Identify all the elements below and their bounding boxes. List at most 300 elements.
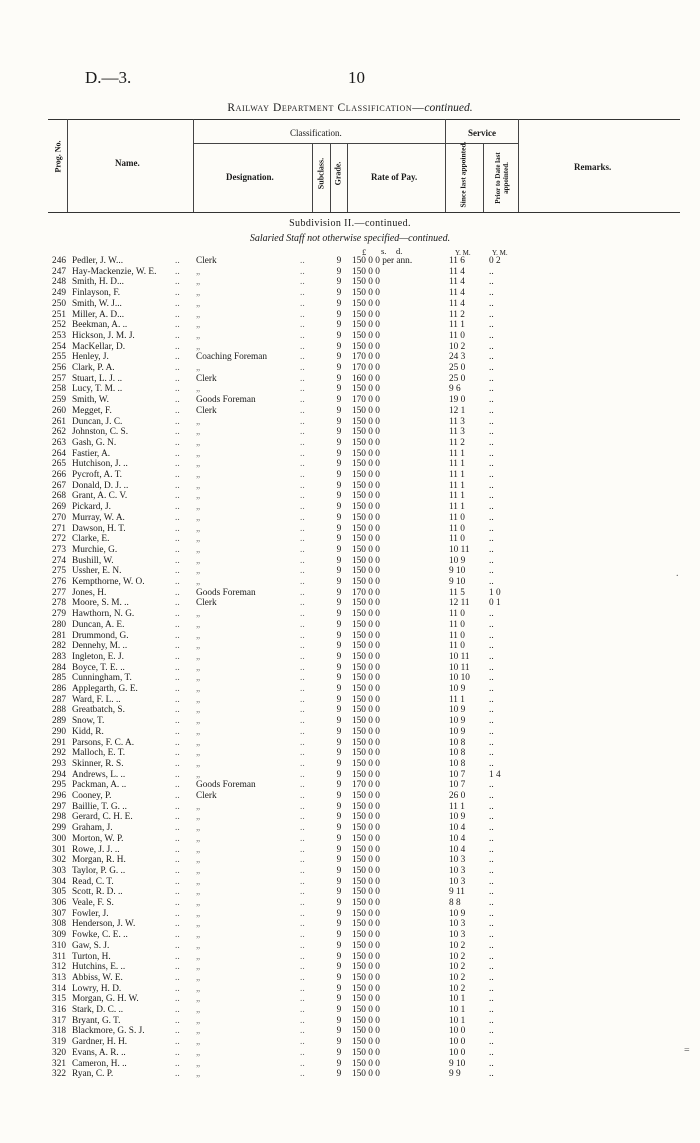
prog-no: 262 xyxy=(52,427,66,438)
staff-name: Gardner, H. H. xyxy=(72,1037,128,1048)
leader-dots: .. xyxy=(175,833,180,844)
rate-of-pay: 150 0 0 xyxy=(352,748,380,759)
grade: 9 xyxy=(336,363,342,373)
grade: 9 xyxy=(336,587,342,598)
grade: 9 xyxy=(336,855,342,866)
prog-no: 285 xyxy=(52,673,66,684)
section-subtitle: Salaried Staff not otherwise specified—continued. xyxy=(249,233,451,244)
rate-of-pay: 150 0 0 xyxy=(352,737,380,748)
service-prior: .. xyxy=(489,320,494,331)
prog-no: 259 xyxy=(52,395,66,406)
leader-dots: .. xyxy=(175,726,180,737)
prog-no: 308 xyxy=(52,919,66,930)
designation: „ xyxy=(196,769,201,780)
service-prior: .. xyxy=(489,641,494,652)
table-row xyxy=(0,267,700,278)
table-row xyxy=(0,406,700,417)
rate-of-pay: 150 0 0 xyxy=(352,919,380,930)
service-prior: .. xyxy=(489,962,494,973)
table-row xyxy=(0,320,700,331)
rate-of-pay: 150 0 0 xyxy=(352,459,380,470)
staff-name: Henderson, J. W. xyxy=(72,919,136,930)
leader-dots: .. xyxy=(175,309,180,320)
grade: 9 xyxy=(336,277,342,288)
leader-dots: .. xyxy=(300,298,305,309)
grade: 9 xyxy=(336,405,342,416)
designation: Clerk xyxy=(196,405,217,416)
grade: 9 xyxy=(336,823,342,834)
designation: „ xyxy=(196,1047,201,1058)
rate-of-pay: 150 0 0 xyxy=(352,898,380,908)
leader-dots: .. xyxy=(300,256,305,266)
leader-dots: .. xyxy=(175,908,180,919)
grade: 9 xyxy=(336,758,342,769)
grade: 9 xyxy=(336,491,342,502)
leader-dots: .. xyxy=(300,609,305,620)
service-since-last: 10 2 xyxy=(449,983,466,994)
designation: „ xyxy=(196,673,201,684)
designation: „ xyxy=(196,716,201,727)
leader-dots: .. xyxy=(300,737,305,748)
leader-dots: .. xyxy=(300,1005,305,1015)
table-row xyxy=(0,695,700,706)
table-row xyxy=(0,395,700,406)
table-row xyxy=(0,791,700,802)
staff-name: Gash, G. N. xyxy=(72,437,117,448)
designation: „ xyxy=(196,876,201,887)
leader-dots: .. xyxy=(175,1047,180,1058)
staff-name: Murchie, G. xyxy=(72,544,118,555)
service-prior: .. xyxy=(489,427,494,438)
leader-dots: .. xyxy=(175,555,180,566)
designation: „ xyxy=(196,865,201,876)
table-row xyxy=(0,780,700,791)
table-row xyxy=(0,673,700,684)
service-since-last: 10 7 xyxy=(449,769,466,780)
rate-of-pay: 150 0 0 xyxy=(352,940,380,951)
designation: „ xyxy=(196,491,201,502)
designation: „ xyxy=(196,341,201,352)
header-top-rule xyxy=(48,119,680,120)
service-since-last: 11 0 xyxy=(449,630,465,641)
table-row xyxy=(0,887,700,898)
grade: 9 xyxy=(336,641,342,652)
rate-of-pay: 150 0 0 xyxy=(352,716,380,727)
grade: 9 xyxy=(336,887,342,898)
service-since-last: 10 7 xyxy=(449,780,466,791)
prog-no: 316 xyxy=(52,1005,66,1015)
leader-dots: .. xyxy=(300,587,305,598)
service-since-last: 10 11 xyxy=(449,544,470,555)
prog-no: 284 xyxy=(52,662,66,673)
leader-dots: .. xyxy=(300,534,305,545)
rate-of-pay: 150 0 0 xyxy=(352,694,380,705)
service-prior: .. xyxy=(489,758,494,769)
leader-dots: .. xyxy=(175,491,180,502)
rate-of-pay: 150 0 0 xyxy=(352,609,380,620)
staff-name: Bryant, G. T. xyxy=(72,1015,121,1026)
rate-of-pay: 150 0 0 xyxy=(352,598,380,609)
prog-no: 266 xyxy=(52,470,66,480)
designation: „ xyxy=(196,930,201,941)
classification-rule xyxy=(193,143,445,144)
staff-name: Pycroft, A. T. xyxy=(72,470,123,480)
grade: 9 xyxy=(336,940,342,951)
service-prior: .. xyxy=(489,491,494,502)
leader-dots: .. xyxy=(175,523,180,534)
designation: „ xyxy=(196,448,201,459)
table-row xyxy=(0,299,700,310)
service-prior: .. xyxy=(489,833,494,844)
leader-dots: .. xyxy=(175,758,180,769)
grade: 9 xyxy=(336,983,342,994)
service-since-last: 11 6 xyxy=(449,256,465,266)
leader-dots: .. xyxy=(300,651,305,662)
service-since-last: 10 4 xyxy=(449,823,466,834)
rate-of-pay: 150 0 0 xyxy=(352,277,380,288)
staff-name: Ussher, E. N. xyxy=(72,566,122,577)
leader-dots: .. xyxy=(300,395,305,406)
designation: „ xyxy=(196,748,201,759)
title-text: Railway Department Classification— xyxy=(227,102,425,114)
designation: „ xyxy=(196,801,201,812)
prog-no: 258 xyxy=(52,384,66,395)
table-row xyxy=(0,834,700,845)
service-prior: .. xyxy=(489,737,494,748)
rate-of-pay: 150 0 0 xyxy=(352,801,380,812)
service-prior: .. xyxy=(489,544,494,555)
table-row xyxy=(0,556,700,567)
prog-no: 305 xyxy=(52,887,66,898)
designation: „ xyxy=(196,898,201,908)
leader-dots: .. xyxy=(300,919,305,930)
service-since-last: 11 1 xyxy=(449,694,465,705)
prog-no: 254 xyxy=(52,341,66,352)
designation: „ xyxy=(196,972,201,983)
leader-dots: .. xyxy=(175,855,180,866)
service-since-last: 10 8 xyxy=(449,758,466,769)
grade: 9 xyxy=(336,309,342,320)
rate-of-pay: 170 0 0 xyxy=(352,395,380,406)
designation: Clerk xyxy=(196,791,217,801)
prog-no: 253 xyxy=(52,330,66,341)
col-divider xyxy=(445,119,446,212)
table-row xyxy=(0,481,700,492)
prog-no: 264 xyxy=(52,448,66,459)
service-prior: .. xyxy=(489,748,494,759)
leader-dots: .. xyxy=(300,823,305,834)
service-prior: .. xyxy=(489,363,494,373)
prog-no: 297 xyxy=(52,801,66,812)
rate-of-pay: 150 0 0 xyxy=(352,437,380,448)
service-prior: .. xyxy=(489,780,494,791)
staff-name: Morton, W. P. xyxy=(72,833,124,844)
prog-no: 247 xyxy=(52,266,66,277)
prog-no: 309 xyxy=(52,930,66,941)
table-row xyxy=(0,770,700,781)
leader-dots: .. xyxy=(175,395,180,406)
designation: „ xyxy=(196,812,201,823)
rate-of-pay: 170 0 0 xyxy=(352,363,380,373)
leader-dots: .. xyxy=(175,619,180,630)
leader-dots: .. xyxy=(175,962,180,973)
leader-dots: .. xyxy=(175,919,180,930)
prog-no: 256 xyxy=(52,363,66,373)
prog-no: 269 xyxy=(52,502,66,513)
grade: 9 xyxy=(336,437,342,448)
grade: 9 xyxy=(336,512,342,523)
grade: 9 xyxy=(336,1005,342,1015)
staff-name: Snow, T. xyxy=(72,716,105,727)
leader-dots: .. xyxy=(300,951,305,962)
designation: „ xyxy=(196,940,201,951)
grade: 9 xyxy=(336,502,342,513)
leader-dots: .. xyxy=(175,823,180,834)
leader-dots: .. xyxy=(175,587,180,598)
table-row xyxy=(0,855,700,866)
grade: 9 xyxy=(336,748,342,759)
service-since-last: 11 2 xyxy=(449,437,465,448)
prog-no: 283 xyxy=(52,651,66,662)
staff-name: Morgan, R. H. xyxy=(72,855,126,866)
prog-no: 268 xyxy=(52,491,66,502)
service-since-last: 10 2 xyxy=(449,962,466,973)
rate-of-pay: 150 0 0 xyxy=(352,266,380,277)
prog-no: 292 xyxy=(52,748,66,759)
service-since-last: 10 3 xyxy=(449,876,466,887)
service-since-last: 9 10 xyxy=(449,577,466,587)
rate-of-pay: 150 0 0 xyxy=(352,673,380,684)
service-since-last: 10 9 xyxy=(449,812,466,823)
staff-name: Johnston, C. S. xyxy=(72,427,129,438)
service-since-last: 10 2 xyxy=(449,940,466,951)
leader-dots: .. xyxy=(300,459,305,470)
designation: „ xyxy=(196,651,201,662)
table-row xyxy=(0,459,700,470)
service-since-last: 12 1 xyxy=(449,405,466,416)
table-row xyxy=(0,984,700,995)
prog-no: 273 xyxy=(52,544,66,555)
table-row xyxy=(0,877,700,888)
grade: 9 xyxy=(336,341,342,352)
col-divider xyxy=(330,143,331,212)
header-service: Service xyxy=(468,128,496,138)
leader-dots: .. xyxy=(300,544,305,555)
designation: Goods Foreman xyxy=(196,780,256,791)
designation: „ xyxy=(196,887,201,898)
leader-dots: .. xyxy=(300,940,305,951)
grade: 9 xyxy=(336,459,342,470)
designation: „ xyxy=(196,363,201,373)
leader-dots: .. xyxy=(300,502,305,513)
rate-of-pay: 150 0 0 xyxy=(352,1069,380,1080)
grade: 9 xyxy=(336,865,342,876)
service-prior: .. xyxy=(489,887,494,898)
table-row xyxy=(0,310,700,321)
leader-dots: .. xyxy=(175,502,180,513)
prog-no: 315 xyxy=(52,994,66,1005)
leader-dots: .. xyxy=(300,1026,305,1037)
table-row xyxy=(0,609,700,620)
prog-no: 272 xyxy=(52,534,66,545)
prog-no: 287 xyxy=(52,694,66,705)
prog-no: 250 xyxy=(52,298,66,309)
service-since-last: 10 2 xyxy=(449,972,466,983)
table-row xyxy=(0,427,700,438)
designation: „ xyxy=(196,512,201,523)
staff-name: Greatbatch, S. xyxy=(72,705,125,716)
service-since-last: 10 4 xyxy=(449,844,466,855)
shillings-label: s. xyxy=(381,246,387,256)
grade: 9 xyxy=(336,780,342,791)
prog-no: 314 xyxy=(52,983,66,994)
leader-dots: .. xyxy=(300,994,305,1005)
leader-dots: .. xyxy=(175,791,180,801)
header-grade: Grade. xyxy=(333,161,343,186)
service-since-last: 10 9 xyxy=(449,555,466,566)
staff-name: Pickard, J. xyxy=(72,502,111,513)
staff-name: Moore, S. M. .. xyxy=(72,598,129,609)
leader-dots: .. xyxy=(300,555,305,566)
leader-dots: .. xyxy=(300,384,305,395)
designation: „ xyxy=(196,994,201,1005)
table-row xyxy=(0,759,700,770)
service-since-last: 9 11 xyxy=(449,887,465,898)
service-since-last: 10 11 xyxy=(449,662,470,673)
staff-name: Boyce, T. E. .. xyxy=(72,662,125,673)
leader-dots: .. xyxy=(175,748,180,759)
service-since-last: 9 6 xyxy=(449,384,461,395)
table-row xyxy=(0,449,700,460)
leader-dots: .. xyxy=(175,812,180,823)
table-row xyxy=(0,930,700,941)
designation: „ xyxy=(196,855,201,866)
years-months-label: Y. M. xyxy=(455,249,471,257)
service-since-last: 11 1 xyxy=(449,448,465,459)
prog-no: 251 xyxy=(52,309,66,320)
grade: 9 xyxy=(336,427,342,438)
table-row xyxy=(0,588,700,599)
leader-dots: .. xyxy=(300,1058,305,1069)
service-prior: .. xyxy=(489,791,494,801)
leader-dots: .. xyxy=(175,448,180,459)
service-prior: .. xyxy=(489,694,494,705)
grade: 9 xyxy=(336,566,342,577)
service-since-last: 10 1 xyxy=(449,1015,466,1026)
leader-dots: .. xyxy=(300,887,305,898)
grade: 9 xyxy=(336,684,342,694)
leader-dots: .. xyxy=(175,673,180,684)
leader-dots: .. xyxy=(300,748,305,759)
staff-name: Ryan, C. P. xyxy=(72,1069,114,1080)
prog-no: 277 xyxy=(52,587,66,598)
rate-of-pay: 170 0 0 xyxy=(352,587,380,598)
leader-dots: .. xyxy=(300,309,305,320)
designation: Goods Foreman xyxy=(196,587,256,598)
designation: „ xyxy=(196,298,201,309)
page-number: 10 xyxy=(348,68,365,87)
table-row xyxy=(0,898,700,909)
prog-no: 290 xyxy=(52,726,66,737)
service-prior: 0 1 xyxy=(489,598,501,609)
service-prior: .. xyxy=(489,459,494,470)
header-remarks: Remarks. xyxy=(574,162,612,172)
staff-name: Lucy, T. M. .. xyxy=(72,384,123,395)
rate-of-pay: 150 0 0 xyxy=(352,983,380,994)
leader-dots: .. xyxy=(175,266,180,277)
service-since-last: 24 3 xyxy=(449,352,466,363)
header-name: Name. xyxy=(115,158,140,168)
service-prior: .. xyxy=(489,277,494,288)
rate-of-pay: 150 0 0 xyxy=(352,1037,380,1048)
service-since-last: 10 3 xyxy=(449,919,466,930)
service-since-last: 9 9 xyxy=(449,1069,461,1080)
leader-dots: .. xyxy=(300,470,305,480)
rate-of-pay: 150 0 0 xyxy=(352,651,380,662)
service-since-last: 8 8 xyxy=(449,898,461,908)
leader-dots: .. xyxy=(300,619,305,630)
service-prior: .. xyxy=(489,844,494,855)
grade: 9 xyxy=(336,619,342,630)
service-since-last: 26 0 xyxy=(449,791,466,801)
leader-dots: .. xyxy=(175,705,180,716)
service-since-last: 11 0 xyxy=(449,641,465,652)
leader-dots: .. xyxy=(175,694,180,705)
service-prior: .. xyxy=(489,341,494,352)
table-row xyxy=(0,845,700,856)
leader-dots: .. xyxy=(175,737,180,748)
table-row xyxy=(0,1069,700,1080)
staff-name: Smith, W. J... xyxy=(72,298,122,309)
rate-of-pay: 170 0 0 xyxy=(352,352,380,363)
leader-dots: .. xyxy=(300,363,305,373)
leader-dots: .. xyxy=(300,865,305,876)
designation: „ xyxy=(196,384,201,395)
table-row xyxy=(0,438,700,449)
designation: „ xyxy=(196,437,201,448)
leader-dots: .. xyxy=(175,416,180,427)
header-prog-no: Prog. No. xyxy=(53,140,63,173)
leader-dots: .. xyxy=(175,651,180,662)
prog-no: 278 xyxy=(52,598,66,609)
designation: „ xyxy=(196,951,201,962)
leader-dots: .. xyxy=(175,256,180,266)
rate-of-pay: 150 0 0 xyxy=(352,972,380,983)
prog-no: 288 xyxy=(52,705,66,716)
grade: 9 xyxy=(336,898,342,908)
rate-of-pay: 150 0 0 xyxy=(352,384,380,395)
grade: 9 xyxy=(336,801,342,812)
table-row xyxy=(0,384,700,395)
header-classification: Classification. xyxy=(290,128,342,138)
prog-no: 311 xyxy=(52,951,66,962)
leader-dots: .. xyxy=(300,962,305,973)
service-since-last: 10 3 xyxy=(449,930,466,941)
table-row xyxy=(0,534,700,545)
col-divider xyxy=(67,119,68,212)
col-divider xyxy=(347,143,348,212)
grade: 9 xyxy=(336,876,342,887)
prog-no: 312 xyxy=(52,962,66,973)
prior-years-months-label: Y. M. xyxy=(492,249,508,257)
grade: 9 xyxy=(336,694,342,705)
designation: „ xyxy=(196,705,201,716)
leader-dots: .. xyxy=(175,951,180,962)
service-since-last: 11 2 xyxy=(449,309,465,320)
staff-name: Blackmore, G. S. J. xyxy=(72,1026,145,1037)
staff-name: Fowke, C. E. .. xyxy=(72,930,128,941)
staff-name: Abbiss, W. E. xyxy=(72,972,123,983)
